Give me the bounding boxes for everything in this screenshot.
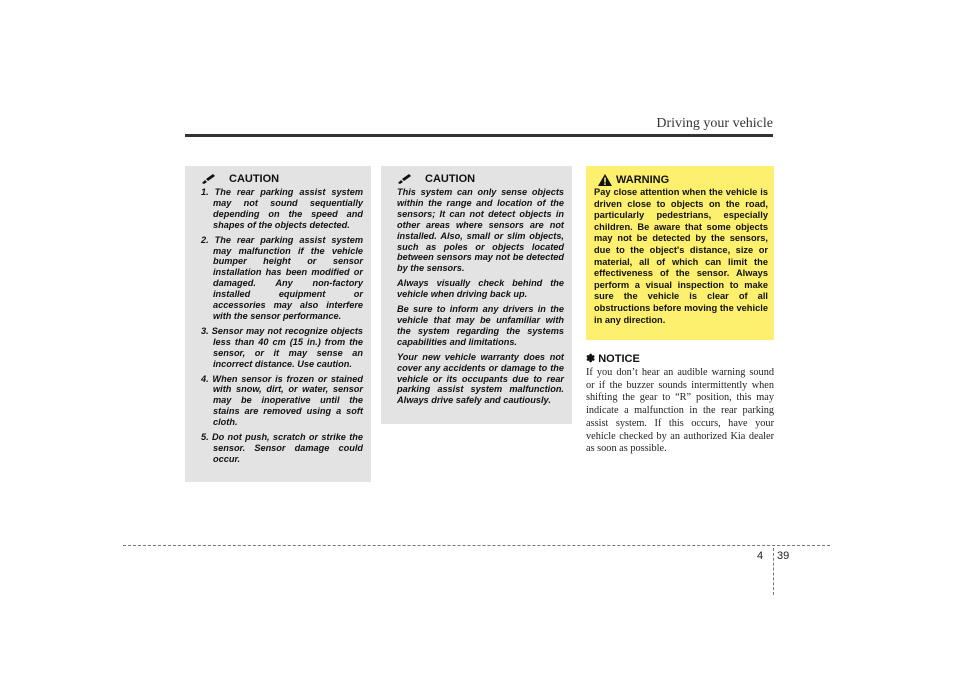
- notice-title: NOTICE: [598, 352, 640, 365]
- caution-heading-2: [397, 173, 564, 185]
- warning-box: [586, 166, 774, 340]
- header-rule: [185, 134, 773, 137]
- page-section-title: Driving your vehicle: [656, 116, 773, 131]
- notice-section: [586, 352, 774, 456]
- caution-paragraph: Always visually check behind the vehicle when driving back up.: [397, 278, 564, 300]
- warning-triangle-icon: [598, 174, 612, 186]
- caution-paragraph: This system can only sense objects within the range and location of the sensors; It can not detect objects in other areas where sensors are not installed. Also, small or slim objects, such as poles or objects located between sensors may not be detected by the sensors.: [397, 187, 564, 274]
- caution-item: 4. When sensor is frozen or stained with snow, dirt, or water, sensor may be inoperative until the stains are removed using a soft cloth.: [201, 373, 363, 428]
- notice-text: If you don’t hear an audible warning sound or if the buzzer sounds intermittently when shifting the gear to “R” position, this may indicate a malfunction in the rear parking assist system. If this occurs, have your vehicle checked by an authorized Kia dealer as soon as possible.: [586, 367, 774, 455]
- caution-item: 3. Sensor may not recognize objects less than 40 cm (15 in.) from the sensor, or it may sense an incorrect distance. Use caution.: [201, 325, 363, 369]
- warning-heading: [598, 174, 768, 186]
- caution-heading-1: [201, 173, 363, 185]
- caution-item: 1. The rear parking assist system may not sound sequentially depending on the speed and shapes of the objects detected.: [201, 187, 363, 230]
- caution-item: 5. Do not push, scratch or strike the sensor. Sensor damage could occur.: [201, 432, 363, 464]
- pencil-icon: [201, 174, 223, 184]
- caution-paragraph: Your new vehicle warranty does not cover any accidents or damage to the vehicle or its occupants due to rear parking assist system malfunction. Always drive safely and cautiously.: [397, 351, 564, 406]
- notice-heading: [586, 352, 774, 365]
- warning-title: WARNING: [616, 174, 670, 186]
- caution-box-2: [381, 166, 572, 424]
- footer-rule: [123, 545, 830, 546]
- caution-paragraph: Be sure to inform any drivers in the vehicle that may be unfamiliar with the system regarding the systems capabilities and limitations.: [397, 304, 564, 347]
- warning-text: Pay close attention when the vehicle is driven close to objects on the road, particularly pedestrians, especially children. Be aware that some objects may not be detected by the sensors, due to the object's distance, size or material, all of which can limit the effectiveness of the sensor. Always perform a visual inspection to make sure the vehicle is clear of all obstructions before moving the vehicle in any direction.: [594, 187, 768, 325]
- caution-box-1: [185, 166, 371, 482]
- page-number: 39: [777, 550, 790, 562]
- page-number-divider: [773, 548, 774, 595]
- pencil-icon: [397, 174, 419, 184]
- caution-title-2: CAUTION: [425, 173, 476, 185]
- caution-item: 2. The rear parking assist system may malfunction if the vehicle bumper height or sensor installation has been modified or damaged. Any non-factory installed equipment or accessories may also interfere with the sensor performance.: [201, 234, 363, 321]
- caution-list-1: [201, 187, 363, 465]
- chapter-number: 4: [757, 550, 764, 562]
- caution-title-1: CAUTION: [229, 173, 280, 185]
- notice-symbol-icon: ✽: [586, 353, 596, 365]
